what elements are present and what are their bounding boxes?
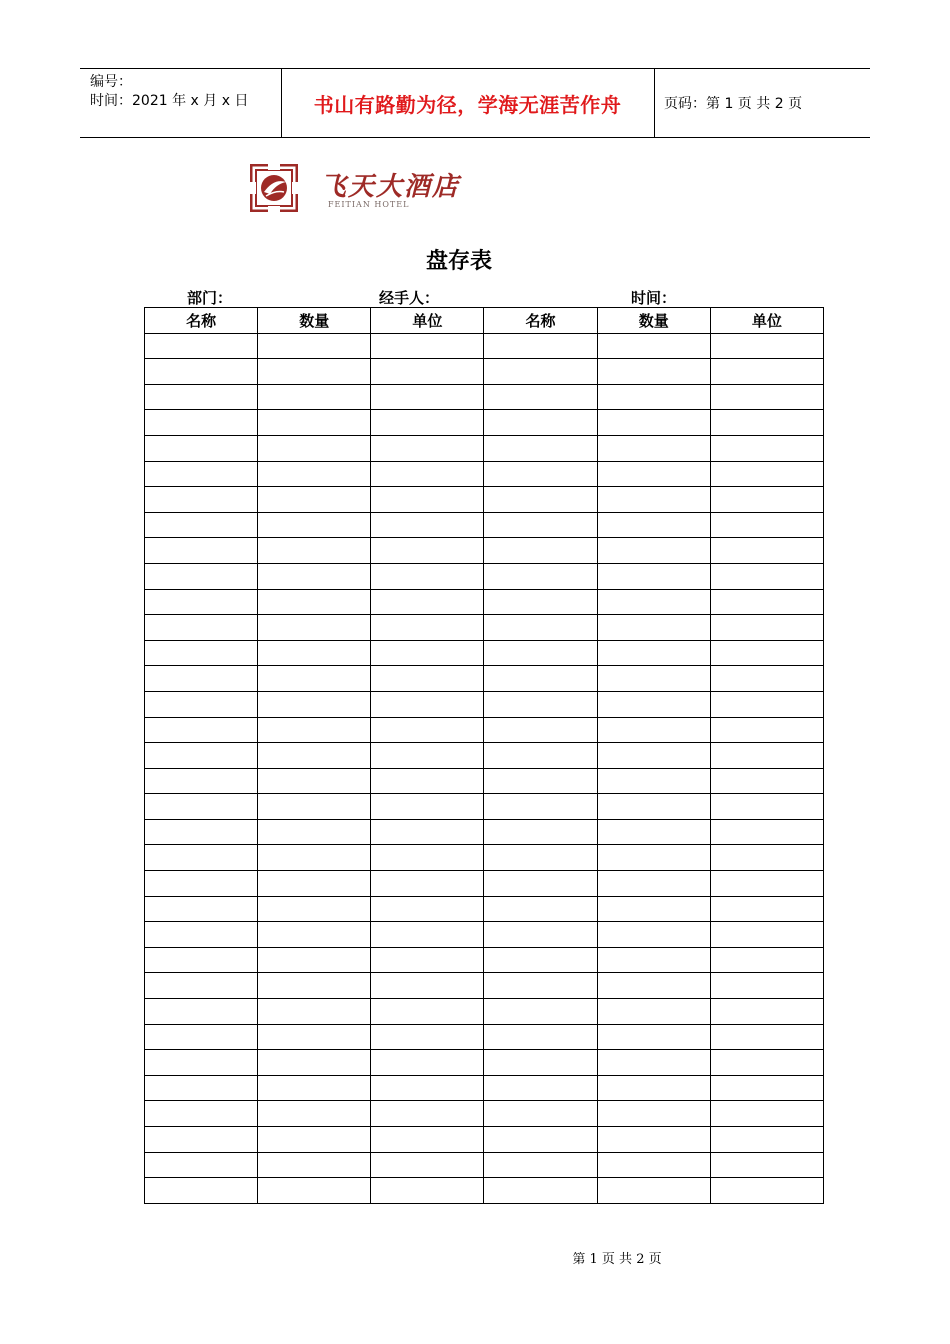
table-cell xyxy=(258,768,371,794)
table-row xyxy=(145,615,824,641)
table-cell xyxy=(258,973,371,999)
table-cell xyxy=(597,359,710,385)
table-cell xyxy=(145,1075,258,1101)
table-row xyxy=(145,922,824,948)
inventory-table xyxy=(144,307,824,1204)
table-cell xyxy=(710,461,823,487)
table-cell xyxy=(258,563,371,589)
table-cell xyxy=(371,973,484,999)
table-cell xyxy=(484,563,597,589)
number-label: 编号： xyxy=(90,74,132,90)
table-cell xyxy=(258,691,371,717)
table-row xyxy=(145,512,824,538)
table-cell xyxy=(597,717,710,743)
table-cell xyxy=(371,615,484,641)
table-cell xyxy=(710,896,823,922)
table-row xyxy=(145,359,824,385)
table-row xyxy=(145,1050,824,1076)
table-cell xyxy=(597,871,710,897)
table-cell xyxy=(371,1152,484,1178)
table-cell xyxy=(258,461,371,487)
table-cell xyxy=(371,871,484,897)
table-cell xyxy=(597,410,710,436)
table-cell xyxy=(597,819,710,845)
table-cell xyxy=(597,1075,710,1101)
department-label: 部门： xyxy=(187,289,233,307)
table-cell xyxy=(597,1024,710,1050)
table-cell xyxy=(145,1178,258,1204)
table-cell xyxy=(145,922,258,948)
table-row xyxy=(145,819,824,845)
table-cell xyxy=(597,845,710,871)
table-cell xyxy=(145,512,258,538)
table-cell xyxy=(145,589,258,615)
table-cell xyxy=(710,512,823,538)
table-cell xyxy=(371,1127,484,1153)
table-cell xyxy=(710,845,823,871)
table-cell xyxy=(597,743,710,769)
table-cell xyxy=(597,973,710,999)
table-cell xyxy=(597,1101,710,1127)
table-cell xyxy=(597,1050,710,1076)
table-cell xyxy=(597,768,710,794)
table-cell xyxy=(710,1050,823,1076)
table-cell xyxy=(710,999,823,1025)
table-cell xyxy=(145,563,258,589)
table-cell xyxy=(710,743,823,769)
table-row xyxy=(145,1127,824,1153)
table-cell xyxy=(145,999,258,1025)
table-row xyxy=(145,896,824,922)
table-cell xyxy=(710,1075,823,1101)
table-cell xyxy=(597,1152,710,1178)
table-cell xyxy=(371,691,484,717)
table-cell xyxy=(484,768,597,794)
table-cell xyxy=(371,410,484,436)
table-cell xyxy=(145,1050,258,1076)
table-cell xyxy=(597,1127,710,1153)
table-cell xyxy=(145,947,258,973)
table-cell xyxy=(710,615,823,641)
table-cell xyxy=(710,819,823,845)
table-cell xyxy=(258,487,371,513)
table-cell xyxy=(484,1178,597,1204)
table-cell xyxy=(484,589,597,615)
table-cell xyxy=(258,615,371,641)
table-cell xyxy=(710,1178,823,1204)
table-cell xyxy=(145,896,258,922)
table-cell xyxy=(710,666,823,692)
table-cell xyxy=(484,384,597,410)
table-cell xyxy=(710,333,823,359)
table-cell xyxy=(145,819,258,845)
table-cell xyxy=(597,538,710,564)
table-cell xyxy=(371,819,484,845)
page-footer: 第 1 页 共 2 页 xyxy=(572,1252,662,1267)
table-cell xyxy=(597,666,710,692)
column-header: 数量 xyxy=(258,308,371,334)
table-cell xyxy=(145,640,258,666)
header-page-info: 页码：第 1 页 共 2 页 xyxy=(664,96,803,112)
document-header xyxy=(80,68,870,138)
table-cell xyxy=(371,435,484,461)
table-row xyxy=(145,794,824,820)
table-cell xyxy=(710,717,823,743)
table-cell xyxy=(371,1024,484,1050)
table-row xyxy=(145,947,824,973)
table-cell xyxy=(258,1075,371,1101)
table-cell xyxy=(597,896,710,922)
table-cell xyxy=(145,743,258,769)
table-cell xyxy=(710,640,823,666)
table-cell xyxy=(145,845,258,871)
table-cell xyxy=(145,538,258,564)
table-row xyxy=(145,640,824,666)
table-row xyxy=(145,691,824,717)
table-row xyxy=(145,973,824,999)
table-cell xyxy=(597,384,710,410)
table-cell xyxy=(145,615,258,641)
table-cell xyxy=(258,1152,371,1178)
table-cell xyxy=(145,973,258,999)
table-cell xyxy=(484,1075,597,1101)
table-cell xyxy=(710,435,823,461)
table-cell xyxy=(710,563,823,589)
hotel-emblem-icon xyxy=(250,164,298,212)
table-row xyxy=(145,538,824,564)
table-row xyxy=(145,768,824,794)
table-cell xyxy=(145,794,258,820)
table-cell xyxy=(258,384,371,410)
table-cell xyxy=(258,1101,371,1127)
date-label: 时间：2021 年 x 月 x 日 xyxy=(90,93,249,109)
table-cell xyxy=(484,999,597,1025)
table-cell xyxy=(484,512,597,538)
table-cell xyxy=(258,410,371,436)
table-cell xyxy=(371,1075,484,1101)
table-cell xyxy=(597,691,710,717)
table-cell xyxy=(484,1127,597,1153)
table-cell xyxy=(258,1127,371,1153)
table-cell xyxy=(710,922,823,948)
table-cell xyxy=(484,973,597,999)
table-cell xyxy=(371,947,484,973)
table-cell xyxy=(371,1101,484,1127)
table-cell xyxy=(371,1050,484,1076)
table-cell xyxy=(145,435,258,461)
table-row xyxy=(145,1101,824,1127)
column-header: 数量 xyxy=(597,308,710,334)
table-row xyxy=(145,1075,824,1101)
table-cell xyxy=(258,743,371,769)
column-header: 单位 xyxy=(710,308,823,334)
table-cell xyxy=(484,1024,597,1050)
column-header: 单位 xyxy=(371,308,484,334)
table-cell xyxy=(145,717,258,743)
table-cell xyxy=(484,538,597,564)
table-row xyxy=(145,384,824,410)
table-cell xyxy=(371,512,484,538)
table-cell xyxy=(371,922,484,948)
table-cell xyxy=(597,461,710,487)
table-cell xyxy=(371,487,484,513)
table-header-row xyxy=(145,308,824,334)
table-cell xyxy=(484,333,597,359)
table-cell xyxy=(258,640,371,666)
table-cell xyxy=(371,1178,484,1204)
table-cell xyxy=(597,1178,710,1204)
table-cell xyxy=(258,333,371,359)
header-left-block xyxy=(90,73,248,111)
table-cell xyxy=(371,896,484,922)
table-cell xyxy=(710,768,823,794)
table-row xyxy=(145,1152,824,1178)
table-cell xyxy=(145,487,258,513)
table-cell xyxy=(371,845,484,871)
table-cell xyxy=(597,512,710,538)
table-cell xyxy=(145,871,258,897)
table-row xyxy=(145,563,824,589)
table-cell xyxy=(710,410,823,436)
table-cell xyxy=(597,563,710,589)
table-cell xyxy=(597,435,710,461)
table-row xyxy=(145,435,824,461)
table-cell xyxy=(371,589,484,615)
table-cell xyxy=(484,871,597,897)
logo-english-name: FEITIAN HOTEL xyxy=(328,200,410,209)
table-cell xyxy=(258,666,371,692)
time-label: 时间： xyxy=(631,289,677,307)
table-cell xyxy=(371,794,484,820)
table-cell xyxy=(258,359,371,385)
table-row xyxy=(145,845,824,871)
table-row xyxy=(145,1178,824,1204)
table-cell xyxy=(371,333,484,359)
table-cell xyxy=(710,1127,823,1153)
table-cell xyxy=(371,563,484,589)
table-cell xyxy=(597,640,710,666)
table-cell xyxy=(371,384,484,410)
table-cell xyxy=(145,666,258,692)
table-cell xyxy=(484,819,597,845)
table-cell xyxy=(484,461,597,487)
table-cell xyxy=(484,666,597,692)
table-cell xyxy=(597,922,710,948)
table-cell xyxy=(710,487,823,513)
table-cell xyxy=(258,589,371,615)
table-cell xyxy=(258,538,371,564)
table-cell xyxy=(484,691,597,717)
table-cell xyxy=(371,461,484,487)
table-cell xyxy=(484,845,597,871)
table-cell xyxy=(484,1101,597,1127)
table-cell xyxy=(371,666,484,692)
header-motto: 书山有路勤为径，学海无涯苦作舟 xyxy=(313,92,622,117)
table-cell xyxy=(145,1024,258,1050)
table-row xyxy=(145,1024,824,1050)
table-cell xyxy=(484,615,597,641)
table-cell xyxy=(484,794,597,820)
table-cell xyxy=(710,871,823,897)
table-cell xyxy=(597,589,710,615)
table-cell xyxy=(258,1024,371,1050)
table-row xyxy=(145,333,824,359)
table-cell xyxy=(258,794,371,820)
table-cell xyxy=(597,794,710,820)
table-cell xyxy=(258,1178,371,1204)
table-cell xyxy=(258,999,371,1025)
table-cell xyxy=(484,717,597,743)
table-row xyxy=(145,410,824,436)
hotel-logo xyxy=(250,164,460,214)
table-row xyxy=(145,871,824,897)
table-cell xyxy=(484,947,597,973)
table-cell xyxy=(258,947,371,973)
table-cell xyxy=(371,717,484,743)
table-row xyxy=(145,717,824,743)
table-cell xyxy=(597,487,710,513)
logo-chinese-name: 飞天大酒店 xyxy=(320,172,461,202)
table-cell xyxy=(484,743,597,769)
table-cell xyxy=(710,973,823,999)
table-cell xyxy=(258,819,371,845)
table-cell xyxy=(258,871,371,897)
table-row xyxy=(145,589,824,615)
table-cell xyxy=(484,640,597,666)
table-cell xyxy=(258,1050,371,1076)
table-cell xyxy=(258,512,371,538)
table-cell xyxy=(258,717,371,743)
table-cell xyxy=(371,359,484,385)
table-cell xyxy=(710,691,823,717)
table-cell xyxy=(145,1101,258,1127)
handler-label: 经手人： xyxy=(379,289,440,307)
table-cell xyxy=(484,922,597,948)
table-cell xyxy=(710,359,823,385)
table-cell xyxy=(710,947,823,973)
table-cell xyxy=(145,691,258,717)
table-cell xyxy=(710,589,823,615)
table-cell xyxy=(145,1152,258,1178)
table-cell xyxy=(710,384,823,410)
table-cell xyxy=(597,947,710,973)
table-cell xyxy=(484,359,597,385)
table-cell xyxy=(484,487,597,513)
column-header: 名称 xyxy=(484,308,597,334)
table-cell xyxy=(258,896,371,922)
table-cell xyxy=(258,922,371,948)
table-cell xyxy=(145,384,258,410)
table-cell xyxy=(710,1024,823,1050)
table-row xyxy=(145,999,824,1025)
header-divider xyxy=(654,69,655,137)
table-cell xyxy=(371,640,484,666)
page-title: 盘存表 xyxy=(425,249,492,274)
table-cell xyxy=(710,1152,823,1178)
table-row xyxy=(145,666,824,692)
table-row xyxy=(145,743,824,769)
table-cell xyxy=(371,999,484,1025)
table-cell xyxy=(371,743,484,769)
table-cell xyxy=(710,794,823,820)
table-row xyxy=(145,487,824,513)
table-cell xyxy=(597,333,710,359)
table-cell xyxy=(145,1127,258,1153)
table-cell xyxy=(371,768,484,794)
table-cell xyxy=(484,435,597,461)
table-cell xyxy=(258,845,371,871)
table-cell xyxy=(145,359,258,385)
table-cell xyxy=(597,615,710,641)
table-cell xyxy=(145,410,258,436)
table-cell xyxy=(371,538,484,564)
table-cell xyxy=(145,461,258,487)
table-cell xyxy=(145,768,258,794)
table-cell xyxy=(597,999,710,1025)
table-cell xyxy=(145,333,258,359)
column-header: 名称 xyxy=(145,308,258,334)
table-cell xyxy=(258,435,371,461)
table-cell xyxy=(710,538,823,564)
table-row xyxy=(145,461,824,487)
table-cell xyxy=(710,1101,823,1127)
table-cell xyxy=(484,896,597,922)
table-cell xyxy=(484,1152,597,1178)
table-cell xyxy=(484,1050,597,1076)
table-cell xyxy=(484,410,597,436)
